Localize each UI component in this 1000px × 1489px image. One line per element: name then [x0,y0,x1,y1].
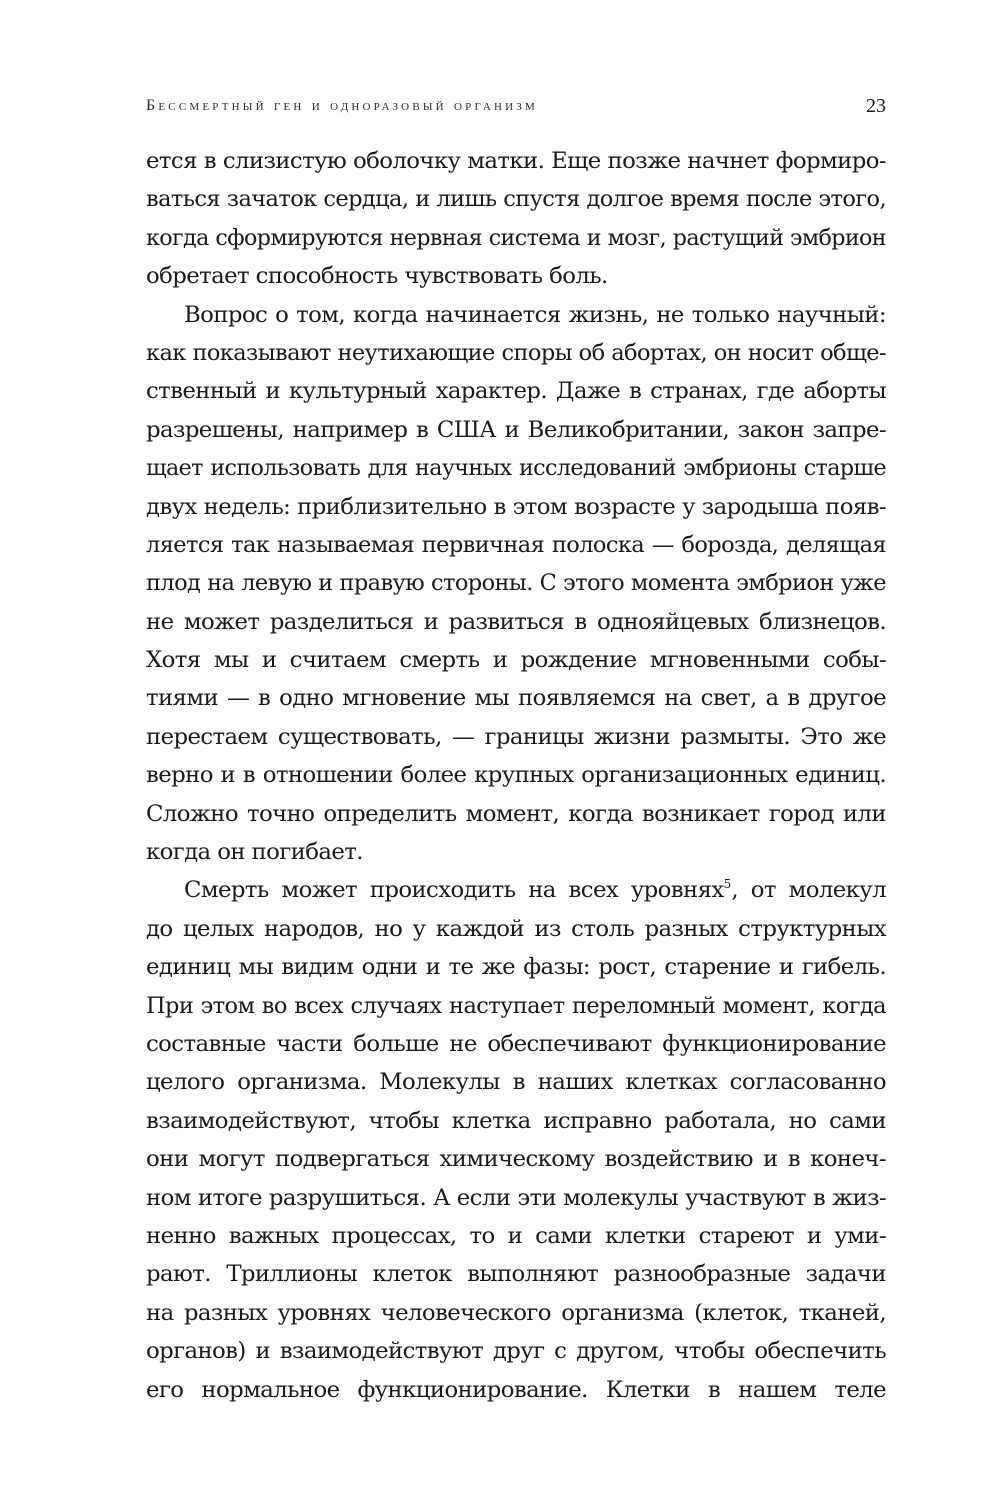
text-line: целого организма. Молекулы в наших клетках согласованно [146,1069,886,1096]
running-title: Бессмертный ген и одноразовый организм [146,97,538,114]
text-line: верно и в отношении более крупных организационных единиц. [146,762,886,789]
text-line: Сложно точно определить момент, когда возникает город или [146,800,886,827]
text-line: когда сформируются нервная система и мозг, растущий эмбрион [146,224,886,251]
text-line: ваться зачаток сердца, и лишь спустя долгое время после этого, [146,186,886,213]
text-line: единиц мы видим одни и те же фазы: рост, старение и гибель. [146,954,886,981]
text-line: перестаем существовать, — границы жизни размыты. Это же [146,723,886,750]
paragraph-first-line [146,871,886,909]
text-line: они могут подвергаться химическому воздействию и в конеч- [146,1146,886,1173]
text-line: плод на левую и правую стороны. С этого момента эмбрион уже [146,570,886,597]
text-line: на разных уровнях человеческого организма (клеток, тканей, [146,1299,886,1326]
text-segment: , от молекул [731,877,886,904]
text-line: При этом во всех случаях наступает переломный момент, когда [146,992,886,1019]
text-line: Хотя мы и считаем смерть и рождение мгновенными собы- [146,647,886,674]
text-line: взаимодействуют, чтобы клетка исправно работала, но сами [146,1107,886,1134]
text-line: его нормальное функционирование. Клетки в нашем теле [146,1376,886,1403]
text-line: как показывают неутихающие споры об абортах, он носит обще- [146,339,886,366]
text-line: двух недель: приблизительно в этом возрасте у зародыша появ- [146,493,886,520]
text-line: обретает способность чувствовать боль. [146,263,608,290]
text-line: разрешены, например в США и Великобритании, закон запре- [146,416,886,443]
page-number: 23 [866,95,886,117]
text-line: ется в слизистую оболочку матки. Еще позже начнет формиро- [146,148,886,174]
text-line: когда он погибает. [146,839,363,866]
text-line: щает использовать для научных исследований эмбрионы старше [146,455,886,482]
text-line: составные части больше не обеспечивают функционирование [146,1030,886,1057]
text-segment: Смерть может происходить на всех уровнях [184,877,724,904]
text-line: тиями — в одно мгновение мы появляемся на свет, а в другое [146,685,886,712]
text-line: ном итоге разрушиться. А если эти молекулы участвуют в жиз- [146,1184,886,1211]
text-line: ляется так называемая первичная полоска — борозда, делящая [146,531,886,558]
footnote-marker[interactable]: 5 [723,877,732,892]
text-line: ственный и культурный характер. Даже в странах, где аборты [146,378,886,405]
text-line: не может разделиться и развиться в однояйцевых близнецов. [146,608,886,635]
text-line: органов) и взаимодействуют друг с другом, чтобы обеспечить [146,1338,886,1365]
text-line: рают. Триллионы клеток выполняют разнообразные задачи [146,1261,886,1288]
text-line: до целых народов, но у каждой из столь разных структурных [146,915,886,942]
text-line: ненно важных процессах, то и сами клетки стареют и уми- [146,1222,886,1249]
paragraph-first-line: Вопрос о том, когда начинается жизнь, не только научный: [184,301,886,328]
body-text [146,142,886,1409]
running-header [146,97,886,127]
